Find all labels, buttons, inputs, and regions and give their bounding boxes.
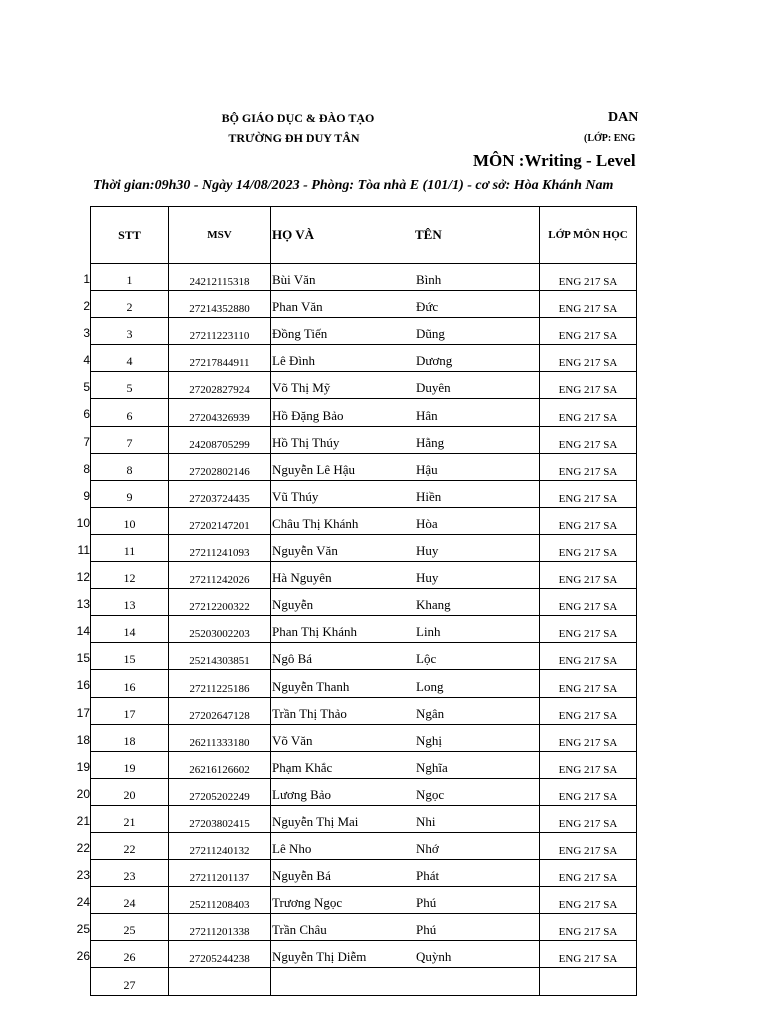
cell-ten: Huy: [415, 534, 540, 561]
cell-lop: ENG 217 SA: [540, 480, 637, 507]
table-row: [91, 345, 637, 372]
cell-ten: Đức: [415, 291, 540, 318]
col-header-stt: STT: [91, 207, 169, 264]
cell-ten: Nhớ: [415, 832, 540, 859]
cell-ten: Bình: [415, 264, 540, 291]
table-row: [91, 291, 637, 318]
cell-ho: Phan Thị Khánh: [271, 616, 416, 643]
cell-lop: ENG 217 SA: [540, 724, 637, 751]
cell-ten: Khang: [415, 589, 540, 616]
col-header-ten: [415, 207, 540, 264]
row-number: 1: [83, 272, 90, 286]
cell-ten: Huy: [415, 562, 540, 589]
cell-msv: 27212200322: [169, 589, 271, 616]
cell-msv: 27211201137: [169, 860, 271, 887]
row-number: 23: [76, 868, 90, 882]
cell-lop: ENG 217 SA: [540, 399, 637, 426]
cell-lop: ENG 217 SA: [540, 372, 637, 399]
table-row: [91, 399, 637, 426]
cell-lop: ENG 217 SA: [540, 534, 637, 561]
table-row: [91, 805, 637, 832]
cell-lop: ENG 217 SA: [540, 507, 637, 534]
table-row: [91, 264, 637, 291]
cell-ho: Võ Thị Mỹ: [271, 372, 416, 399]
cell-stt: 8: [91, 453, 169, 480]
row-number: 13: [76, 597, 90, 611]
cell-msv: 25211208403: [169, 887, 271, 914]
cell-stt: 2: [91, 291, 169, 318]
cell-ho: Nguyễn Văn: [271, 534, 416, 561]
cell-msv: 27203724435: [169, 480, 271, 507]
row-number: 10: [76, 516, 90, 530]
cell-ho: Nguyễn Thanh: [271, 670, 416, 697]
cell-ten: Linh: [415, 616, 540, 643]
cell-ten: Nghị: [415, 724, 540, 751]
cell-stt: 3: [91, 318, 169, 345]
cell-lop: ENG 217 SA: [540, 426, 637, 453]
row-number: 14: [76, 624, 90, 638]
cell-ten: [415, 968, 540, 995]
cell-msv: 27211240132: [169, 832, 271, 859]
table-row: [91, 480, 637, 507]
cell-lop: ENG 217 SA: [540, 751, 637, 778]
col-header-ten-label: TÊN: [415, 227, 442, 242]
cell-stt: 15: [91, 643, 169, 670]
cell-ho: Nguyễn Thị Diễm: [271, 941, 416, 968]
cell-ho: Bùi Văn: [271, 264, 416, 291]
cell-ten: Long: [415, 670, 540, 697]
cell-lop: ENG 217 SA: [540, 643, 637, 670]
cell-ten: Phát: [415, 860, 540, 887]
cell-stt: 4: [91, 345, 169, 372]
row-number: 19: [76, 760, 90, 774]
cell-msv: 25214303851: [169, 643, 271, 670]
document-title: DAN: [608, 110, 639, 125]
cell-stt: 17: [91, 697, 169, 724]
cell-ho: Vũ Thúy: [271, 480, 416, 507]
cell-lop: ENG 217 SA: [540, 345, 637, 372]
row-number: 22: [76, 841, 90, 855]
cell-msv: 27203802415: [169, 805, 271, 832]
cell-ho: Võ Văn: [271, 724, 416, 751]
ministry-name: BỘ GIÁO DỤC & ĐÀO TẠO: [221, 111, 375, 125]
cell-ten: Dũng: [415, 318, 540, 345]
cell-msv: 27211223110: [169, 318, 271, 345]
cell-ten: Dương: [415, 345, 540, 372]
cell-ten: Hòa: [415, 507, 540, 534]
cell-msv: 27205244238: [169, 941, 271, 968]
school-name: TRƯỜNG ĐH DUY TÂN: [228, 131, 360, 145]
cell-ten: Nghĩa: [415, 751, 540, 778]
table-row: [91, 697, 637, 724]
cell-ho: Lê Đình: [271, 345, 416, 372]
row-number: 5: [83, 380, 90, 394]
cell-ho: [271, 968, 416, 995]
cell-msv: 27202827924: [169, 372, 271, 399]
cell-msv: 27211242026: [169, 562, 271, 589]
cell-stt: 1: [91, 264, 169, 291]
row-number: 12: [76, 570, 90, 584]
cell-msv: 27205202249: [169, 778, 271, 805]
cell-lop: ENG 217 SA: [540, 264, 637, 291]
cell-ho: Trần Thị Thảo: [271, 697, 416, 724]
table-row: [91, 562, 637, 589]
table-row: [91, 426, 637, 453]
cell-msv: 27202647128: [169, 697, 271, 724]
cell-ho: Nguyễn Bá: [271, 860, 416, 887]
cell-lop: ENG 217 SA: [540, 887, 637, 914]
cell-stt: 14: [91, 616, 169, 643]
student-roster-table: [90, 206, 637, 996]
cell-stt: 11: [91, 534, 169, 561]
table-row: [91, 372, 637, 399]
cell-ten: Hiền: [415, 480, 540, 507]
cell-ten: Quỳnh: [415, 941, 540, 968]
cell-lop: ENG 217 SA: [540, 562, 637, 589]
cell-stt: 16: [91, 670, 169, 697]
table-row: [91, 941, 637, 968]
cell-stt: 18: [91, 724, 169, 751]
cell-ten: Phú: [415, 914, 540, 941]
cell-lop: ENG 217 SA: [540, 860, 637, 887]
cell-ho: Phạm Khắc: [271, 751, 416, 778]
table-row: [91, 860, 637, 887]
cell-ho: Nguyễn Thị Mai: [271, 805, 416, 832]
table-row: [91, 751, 637, 778]
cell-ho: Hồ Thị Thúy: [271, 426, 416, 453]
row-number: 17: [76, 706, 90, 720]
cell-lop: ENG 217 SA: [540, 318, 637, 345]
table-row: [91, 534, 637, 561]
cell-ten: Hằng: [415, 426, 540, 453]
cell-lop: ENG 217 SA: [540, 778, 637, 805]
table-row: [91, 616, 637, 643]
cell-stt: 27: [91, 968, 169, 995]
cell-ho: Trương Ngọc: [271, 887, 416, 914]
cell-ten: Phú: [415, 887, 540, 914]
row-number: 8: [83, 462, 90, 476]
cell-msv: 27202147201: [169, 507, 271, 534]
cell-msv: 27211201338: [169, 914, 271, 941]
cell-ho: Đồng Tiến: [271, 318, 416, 345]
cell-ho: Phan Văn: [271, 291, 416, 318]
cell-lop: [540, 968, 637, 995]
cell-lop: ENG 217 SA: [540, 616, 637, 643]
cell-msv: 24208705299: [169, 426, 271, 453]
cell-lop: ENG 217 SA: [540, 453, 637, 480]
col-header-ho: HỌ VÀ: [271, 207, 416, 264]
cell-ho: Ngô Bá: [271, 643, 416, 670]
cell-ten: Hậu: [415, 453, 540, 480]
cell-ho: Lê Nho: [271, 832, 416, 859]
table-row: [91, 724, 637, 751]
cell-lop: ENG 217 SA: [540, 670, 637, 697]
row-number: 18: [76, 733, 90, 747]
cell-ten: Lộc: [415, 643, 540, 670]
row-number: 16: [76, 678, 90, 692]
cell-lop: ENG 217 SA: [540, 589, 637, 616]
cell-stt: 20: [91, 778, 169, 805]
row-number: 4: [83, 353, 90, 367]
exam-info: Thời gian:09h30 - Ngày 14/08/2023 - Phòng: Tòa nhà E (101/1) - cơ sở: Hòa Khánh Nam: [93, 178, 614, 193]
cell-msv: 24212115318: [169, 264, 271, 291]
cell-ho: Hồ Đặng Bảo: [271, 399, 416, 426]
cell-msv: 27204326939: [169, 399, 271, 426]
cell-stt: 12: [91, 562, 169, 589]
cell-stt: 6: [91, 399, 169, 426]
cell-msv: 26211333180: [169, 724, 271, 751]
table-row: [91, 968, 637, 995]
cell-ten: Hân: [415, 399, 540, 426]
cell-ten: Ngọc: [415, 778, 540, 805]
cell-stt: 13: [91, 589, 169, 616]
cell-ten: Nhi: [415, 805, 540, 832]
cell-msv: [169, 968, 271, 995]
row-number: 24: [76, 895, 90, 909]
table-row: [91, 832, 637, 859]
cell-lop: ENG 217 SA: [540, 697, 637, 724]
cell-msv: 27211241093: [169, 534, 271, 561]
table-row: [91, 453, 637, 480]
row-number: 21: [76, 814, 90, 828]
cell-ho: Nguyễn: [271, 589, 416, 616]
cell-msv: 26216126602: [169, 751, 271, 778]
cell-msv: 27217844911: [169, 345, 271, 372]
cell-ho: Lương Bảo: [271, 778, 416, 805]
cell-lop: ENG 217 SA: [540, 914, 637, 941]
table-row: [91, 914, 637, 941]
row-number: 2: [83, 299, 90, 313]
cell-stt: 26: [91, 941, 169, 968]
row-number: 11: [77, 543, 90, 557]
row-number: 20: [76, 787, 90, 801]
table-row: [91, 643, 637, 670]
cell-stt: 9: [91, 480, 169, 507]
cell-stt: 10: [91, 507, 169, 534]
table-row: [91, 887, 637, 914]
cell-lop: ENG 217 SA: [540, 832, 637, 859]
cell-msv: 27211225186: [169, 670, 271, 697]
col-header-msv: MSV: [169, 207, 271, 264]
table-row: [91, 507, 637, 534]
row-number: 9: [83, 489, 90, 503]
cell-stt: 24: [91, 887, 169, 914]
table-row: [91, 318, 637, 345]
row-number: 7: [83, 435, 90, 449]
class-code: (LỚP: ENG: [584, 133, 636, 144]
cell-lop: ENG 217 SA: [540, 291, 637, 318]
table-header-row: [91, 207, 637, 264]
cell-stt: 23: [91, 860, 169, 887]
cell-lop: ENG 217 SA: [540, 941, 637, 968]
table-row: [91, 670, 637, 697]
cell-stt: 7: [91, 426, 169, 453]
cell-ten: Duyên: [415, 372, 540, 399]
row-number: 15: [76, 651, 90, 665]
cell-ho: Nguyễn Lê Hậu: [271, 453, 416, 480]
table-row: [91, 778, 637, 805]
table-row: [91, 589, 637, 616]
row-number: 6: [83, 407, 90, 421]
row-number: 3: [83, 326, 90, 340]
cell-lop: ENG 217 SA: [540, 805, 637, 832]
row-number: 26: [76, 949, 90, 963]
col-header-lop: LỚP MÔN HỌC: [540, 207, 637, 264]
cell-msv: 25203002203: [169, 616, 271, 643]
cell-ho: Trần Châu: [271, 914, 416, 941]
cell-ho: Hà Nguyên: [271, 562, 416, 589]
cell-stt: 22: [91, 832, 169, 859]
subject-title: MÔN :Writing - Level: [473, 151, 636, 170]
cell-msv: 27214352880: [169, 291, 271, 318]
cell-stt: 19: [91, 751, 169, 778]
cell-stt: 25: [91, 914, 169, 941]
cell-msv: 27202802146: [169, 453, 271, 480]
cell-ten: Ngân: [415, 697, 540, 724]
row-number: 25: [76, 922, 90, 936]
cell-ho: Châu Thị Khánh: [271, 507, 416, 534]
cell-stt: 21: [91, 805, 169, 832]
cell-stt: 5: [91, 372, 169, 399]
